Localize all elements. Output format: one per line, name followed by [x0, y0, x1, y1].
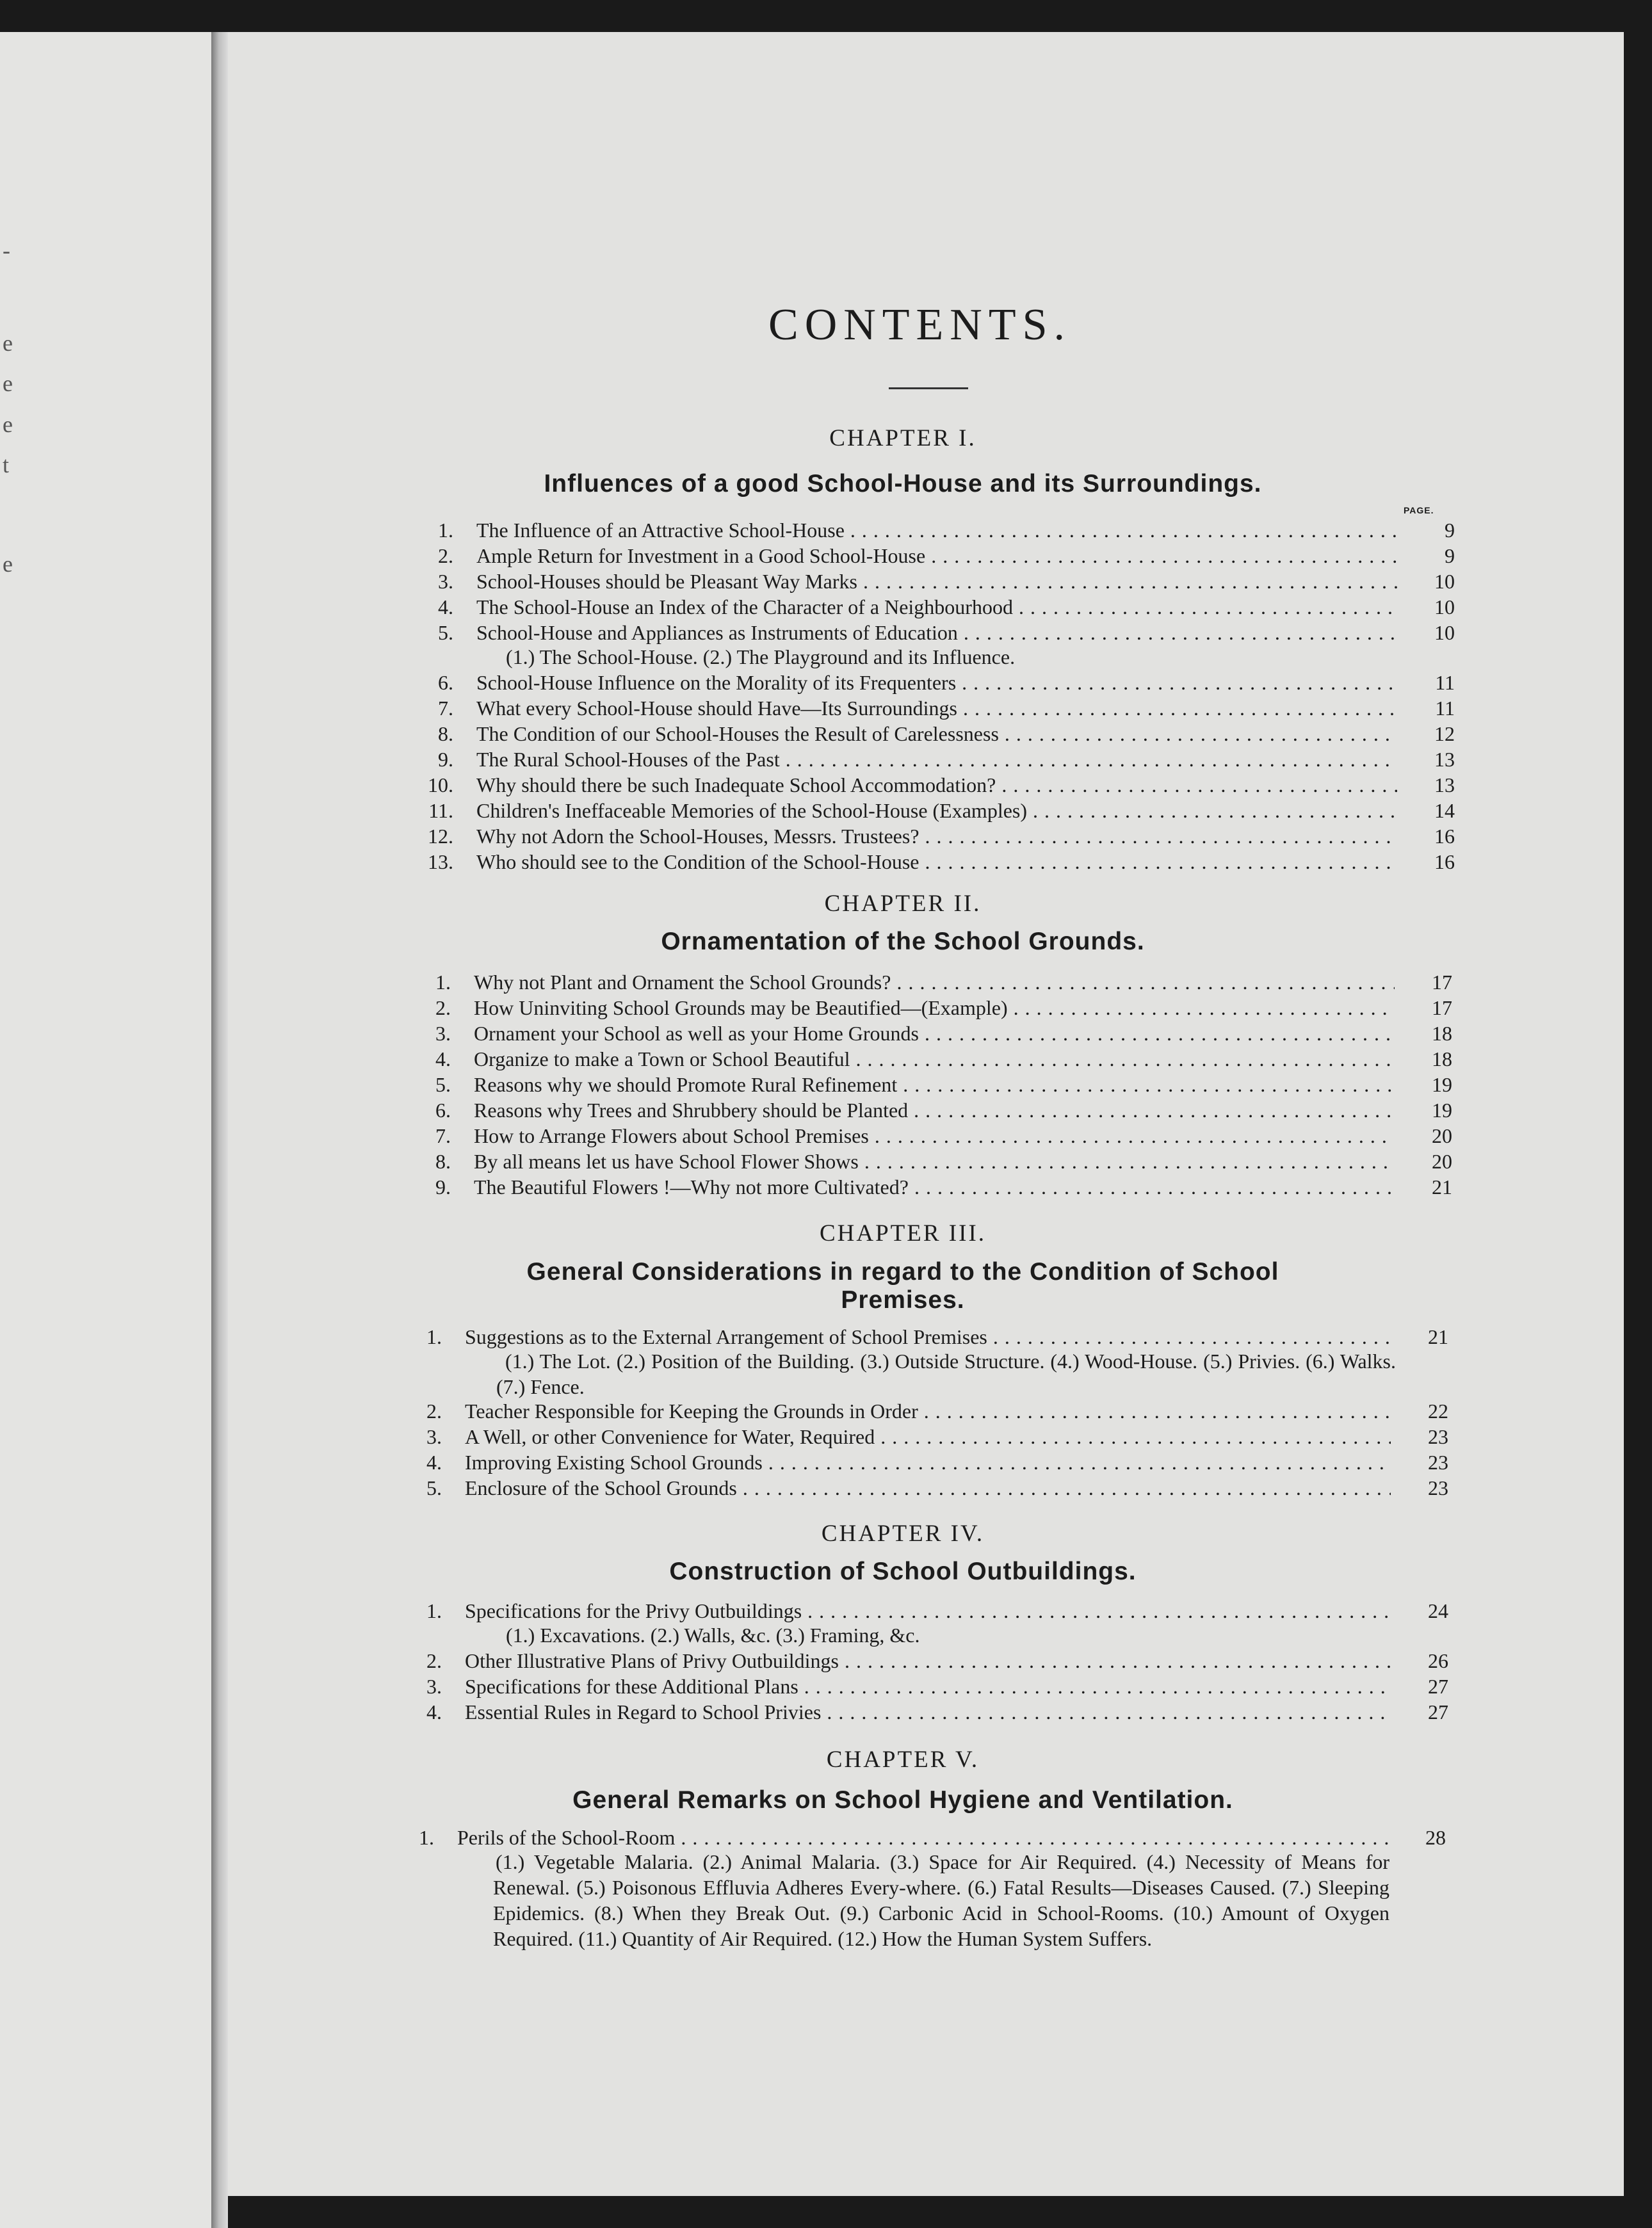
- entry-page: 12: [1434, 722, 1455, 745]
- entry-page: 10: [1434, 570, 1455, 593]
- entry-number: 10.: [428, 773, 453, 796]
- toc-entry[interactable]: [398, 1475, 1448, 1501]
- entry-page: 17: [1432, 996, 1452, 1019]
- entry-page: 19: [1432, 1073, 1452, 1096]
- chapter-label: CHAPTER V.: [826, 1747, 980, 1773]
- entry-page: 18: [1432, 1047, 1452, 1070]
- entry-number: 6.: [435, 1099, 451, 1122]
- entry-number: 1.: [426, 1325, 442, 1348]
- entry-subtopics: (1.) Vegetable Malaria. (2.) Animal Malaria. (3.) Space for Air Required. (4.) Necessity of Means for Renewal. (5.) Poisonous Effluvia Adheres Every-where. (6.) Fatal Results—Diseases Caused. (7.) Sleeping Epidemics. (8.) When they Break Out. (9.) Carbonic Acid in School-Rooms. (10.) Amount of Oxygen Required. (11.) Quantity of Air Required. (12.) How the Human System Suffers.: [493, 1850, 1389, 1950]
- entry-number: 4.: [438, 595, 453, 618]
- entry-title: Enclosure of the School Grounds . . .: [465, 1475, 1391, 1501]
- entry-number: 3.: [426, 1675, 442, 1698]
- entry-title: Suggestions as to the External Arrangement of School Premises . . .: [465, 1324, 1391, 1350]
- entry-title: The Condition of our School-Houses the Result of Carelessness . . .: [476, 721, 1397, 747]
- entry-page: 20: [1432, 1150, 1452, 1173]
- entry-title: Specifications for these Additional Plans . . .: [465, 1674, 1391, 1699]
- entry-page: 16: [1434, 850, 1455, 873]
- entry-title: Other Illustrative Plans of Privy Outbuildings . . .: [465, 1648, 1391, 1674]
- entry-page: 16: [1434, 825, 1455, 848]
- page-shadow: [1624, 32, 1652, 2228]
- entry-number: 2.: [426, 1400, 442, 1423]
- edge-mark: e: [3, 412, 13, 437]
- toc-entry[interactable]: [410, 798, 1455, 823]
- entry-number: 11.: [428, 799, 453, 822]
- entry-title: Why not Plant and Ornament the School Grounds? . . .: [474, 969, 1395, 995]
- entry-subtopics: (1.) Excavations. (2.) Walls, &c. (3.) Framing, &c.: [506, 1624, 920, 1647]
- entry-page: 18: [1432, 1022, 1452, 1045]
- toc-entry[interactable]: [398, 1324, 1448, 1350]
- entry-title: What every School-House should Have—Its Surroundings . . .: [476, 695, 1397, 721]
- toc-entry[interactable]: [410, 747, 1455, 772]
- entry-title: Reasons why Trees and Shrubbery should be Planted . . .: [474, 1097, 1395, 1123]
- entry-title: Essential Rules in Regard to School Privies . . .: [465, 1699, 1391, 1725]
- toc-entry[interactable]: [407, 1072, 1452, 1097]
- entry-title: Ornament your School as well as your Home Grounds . . .: [474, 1021, 1395, 1046]
- entry-title: Why not Adorn the School-Houses, Messrs. Trustees? . . .: [476, 823, 1397, 849]
- entry-number: 1.: [435, 971, 451, 994]
- chapter-heading: General Remarks on School Hygiene and Ventilation.: [572, 1786, 1233, 1814]
- toc-entry[interactable]: [410, 543, 1455, 569]
- entry-number: 1.: [426, 1599, 442, 1622]
- toc-entry[interactable]: [398, 1424, 1448, 1449]
- toc-entry[interactable]: [407, 1174, 1452, 1200]
- entry-page: 13: [1434, 748, 1455, 771]
- entry-title: Why should there be such Inadequate School Accommodation? . . .: [476, 772, 1397, 798]
- entry-title: Teacher Responsible for Keeping the Grounds in Order . . .: [465, 1398, 1391, 1424]
- entry-title: Organize to make a Town or School Beautiful . . .: [474, 1046, 1395, 1072]
- entry-page: 27: [1428, 1675, 1448, 1698]
- entry-page: 24: [1428, 1599, 1448, 1622]
- chapter-label: CHAPTER I.: [829, 425, 976, 451]
- entry-page: 10: [1434, 595, 1455, 618]
- toc-entry[interactable]: [410, 721, 1455, 747]
- toc-entry[interactable]: [410, 594, 1455, 620]
- toc-entry[interactable]: [398, 1449, 1448, 1475]
- entry-title: Improving Existing School Grounds . . .: [465, 1449, 1391, 1475]
- entry-page: 21: [1432, 1175, 1452, 1199]
- toc-entry[interactable]: [391, 1825, 1446, 1850]
- entry-title: The Rural School-Houses of the Past . . .: [476, 747, 1397, 772]
- entry-number: 5.: [426, 1476, 442, 1499]
- entry-number: 6.: [438, 671, 453, 694]
- chapter-heading-line: General Considerations in regard to the Condition of School: [526, 1258, 1279, 1286]
- book-gutter: [211, 32, 228, 2228]
- page-title: CONTENTS.: [768, 300, 1072, 350]
- entry-title: School-House and Appliances as Instruments of Education . . .: [476, 620, 1397, 645]
- entry-title: Who should see to the Condition of the School-House . . .: [476, 849, 1397, 875]
- edge-mark: -: [3, 238, 10, 263]
- entry-title: Children's Ineffaceable Memories of the School-House (Examples) . . .: [476, 798, 1397, 823]
- page-column-label: PAGE.: [1404, 505, 1434, 515]
- chapter-heading: [423, 1258, 1383, 1314]
- entry-title: The School-House an Index of the Character of a Neighbourhood . . .: [476, 594, 1397, 620]
- toc-entry[interactable]: [407, 969, 1452, 995]
- entry-number: 1.: [419, 1826, 434, 1849]
- chapter-heading: Influences of a good School-House and its Surroundings.: [544, 470, 1262, 497]
- edge-mark: t: [3, 452, 10, 478]
- toc-entry[interactable]: [410, 849, 1455, 875]
- toc-entry[interactable]: [407, 1021, 1452, 1046]
- entry-number: 9.: [435, 1175, 451, 1199]
- toc-entry[interactable]: [410, 517, 1455, 543]
- chapter-heading-line: Premises.: [841, 1286, 965, 1314]
- entry-page: 17: [1432, 971, 1452, 994]
- entry-title: The Influence of an Attractive School-House . . .: [476, 517, 1397, 543]
- toc-entry[interactable]: [398, 1699, 1448, 1725]
- entry-page: 27: [1428, 1700, 1448, 1723]
- toc-entry[interactable]: [410, 772, 1455, 798]
- entry-number: 3.: [426, 1425, 442, 1448]
- edge-mark: e: [3, 551, 13, 577]
- edge-mark: e: [3, 371, 13, 396]
- entry-title: School-House Influence on the Morality of its Frequenters . . .: [476, 670, 1397, 695]
- entry-number: 5.: [435, 1073, 451, 1096]
- chapter-heading: Construction of School Outbuildings.: [669, 1558, 1137, 1585]
- entry-number: 2.: [426, 1649, 442, 1672]
- entry-number: 12.: [428, 825, 453, 848]
- entry-number: 4.: [426, 1451, 442, 1474]
- entry-title: A Well, or other Convenience for Water, Required . . .: [465, 1424, 1391, 1449]
- entry-number: 1.: [438, 519, 453, 542]
- toc-entry[interactable]: [407, 1046, 1452, 1072]
- entry-subtopics: (1.) The Lot. (2.) Position of the Building. (3.) Outside Structure. (4.) Wood-House. (5.) Privies. (6.) Walks. (7.) Fence.: [496, 1350, 1396, 1398]
- entry-title: Ample Return for Investment in a Good School-House . . .: [476, 543, 1397, 569]
- entry-number: 4.: [435, 1047, 451, 1070]
- entry-number: 8.: [438, 722, 453, 745]
- entry-page: 11: [1435, 697, 1455, 720]
- entry-title: By all means let us have School Flower Shows . . .: [474, 1149, 1395, 1174]
- entry-page: 28: [1425, 1826, 1446, 1849]
- entry-page: 21: [1428, 1325, 1448, 1348]
- entry-number: 4.: [426, 1700, 442, 1723]
- left-page: [0, 32, 215, 2228]
- entry-page: 22: [1428, 1400, 1448, 1423]
- entry-page: 23: [1428, 1451, 1448, 1474]
- chapter-label: CHAPTER III.: [819, 1220, 987, 1247]
- toc-entry[interactable]: [410, 823, 1455, 849]
- entry-number: 8.: [435, 1150, 451, 1173]
- title-rule: [889, 387, 968, 389]
- entry-number: 9.: [438, 748, 453, 771]
- chapter-label: CHAPTER II.: [824, 891, 982, 917]
- entry-page: 19: [1432, 1099, 1452, 1122]
- toc-entry[interactable]: [398, 1674, 1448, 1699]
- entry-page: 26: [1428, 1649, 1448, 1672]
- entry-page: 11: [1435, 671, 1455, 694]
- entry-number: 2.: [438, 544, 453, 567]
- entry-page: 23: [1428, 1425, 1448, 1448]
- entry-title: The Beautiful Flowers !—Why not more Cultivated? . . .: [474, 1174, 1395, 1200]
- toc-entry[interactable]: [410, 569, 1455, 594]
- entry-page: 20: [1432, 1124, 1452, 1147]
- entry-title: Reasons why we should Promote Rural Refinement . . .: [474, 1072, 1395, 1097]
- toc-entry[interactable]: [410, 695, 1455, 721]
- entry-number: 3.: [435, 1022, 451, 1045]
- entry-page: 23: [1428, 1476, 1448, 1499]
- entry-page: 13: [1434, 773, 1455, 796]
- toc-entry[interactable]: [407, 1123, 1452, 1149]
- toc-entry[interactable]: [398, 1598, 1448, 1624]
- toc-entry[interactable]: [398, 1648, 1448, 1674]
- entry-page: 14: [1434, 799, 1455, 822]
- entry-number: 2.: [435, 996, 451, 1019]
- entry-page: 10: [1434, 621, 1455, 644]
- entry-title: Perils of the School-Room . . .: [457, 1825, 1388, 1850]
- entry-number: 5.: [438, 621, 453, 644]
- entry-title: How to Arrange Flowers about School Premises . . .: [474, 1123, 1395, 1149]
- toc-entry[interactable]: [398, 1398, 1448, 1424]
- entry-title: School-Houses should be Pleasant Way Marks . . .: [476, 569, 1397, 594]
- toc-entry[interactable]: [407, 1097, 1452, 1123]
- chapter-label: CHAPTER IV.: [821, 1521, 985, 1547]
- entry-subtopics: (1.) The School-House. (2.) The Playground and its Influence.: [506, 645, 1016, 668]
- entry-number: 7.: [435, 1124, 451, 1147]
- toc-entry[interactable]: [410, 670, 1455, 695]
- entry-number: 13.: [428, 850, 453, 873]
- toc-entry[interactable]: [410, 620, 1455, 645]
- entry-title: How Uninviting School Grounds may be Beautified—(Example) . . .: [474, 995, 1395, 1021]
- entry-title: Specifications for the Privy Outbuildings . . .: [465, 1598, 1391, 1624]
- chapter-heading: Ornamentation of the School Grounds.: [661, 928, 1145, 955]
- entry-number: 3.: [438, 570, 453, 593]
- toc-entry[interactable]: [407, 995, 1452, 1021]
- toc-entry[interactable]: [407, 1149, 1452, 1174]
- entry-number: 7.: [438, 697, 453, 720]
- entry-page: 9: [1445, 544, 1455, 567]
- edge-mark: e: [3, 330, 13, 356]
- entry-page: 9: [1445, 519, 1455, 542]
